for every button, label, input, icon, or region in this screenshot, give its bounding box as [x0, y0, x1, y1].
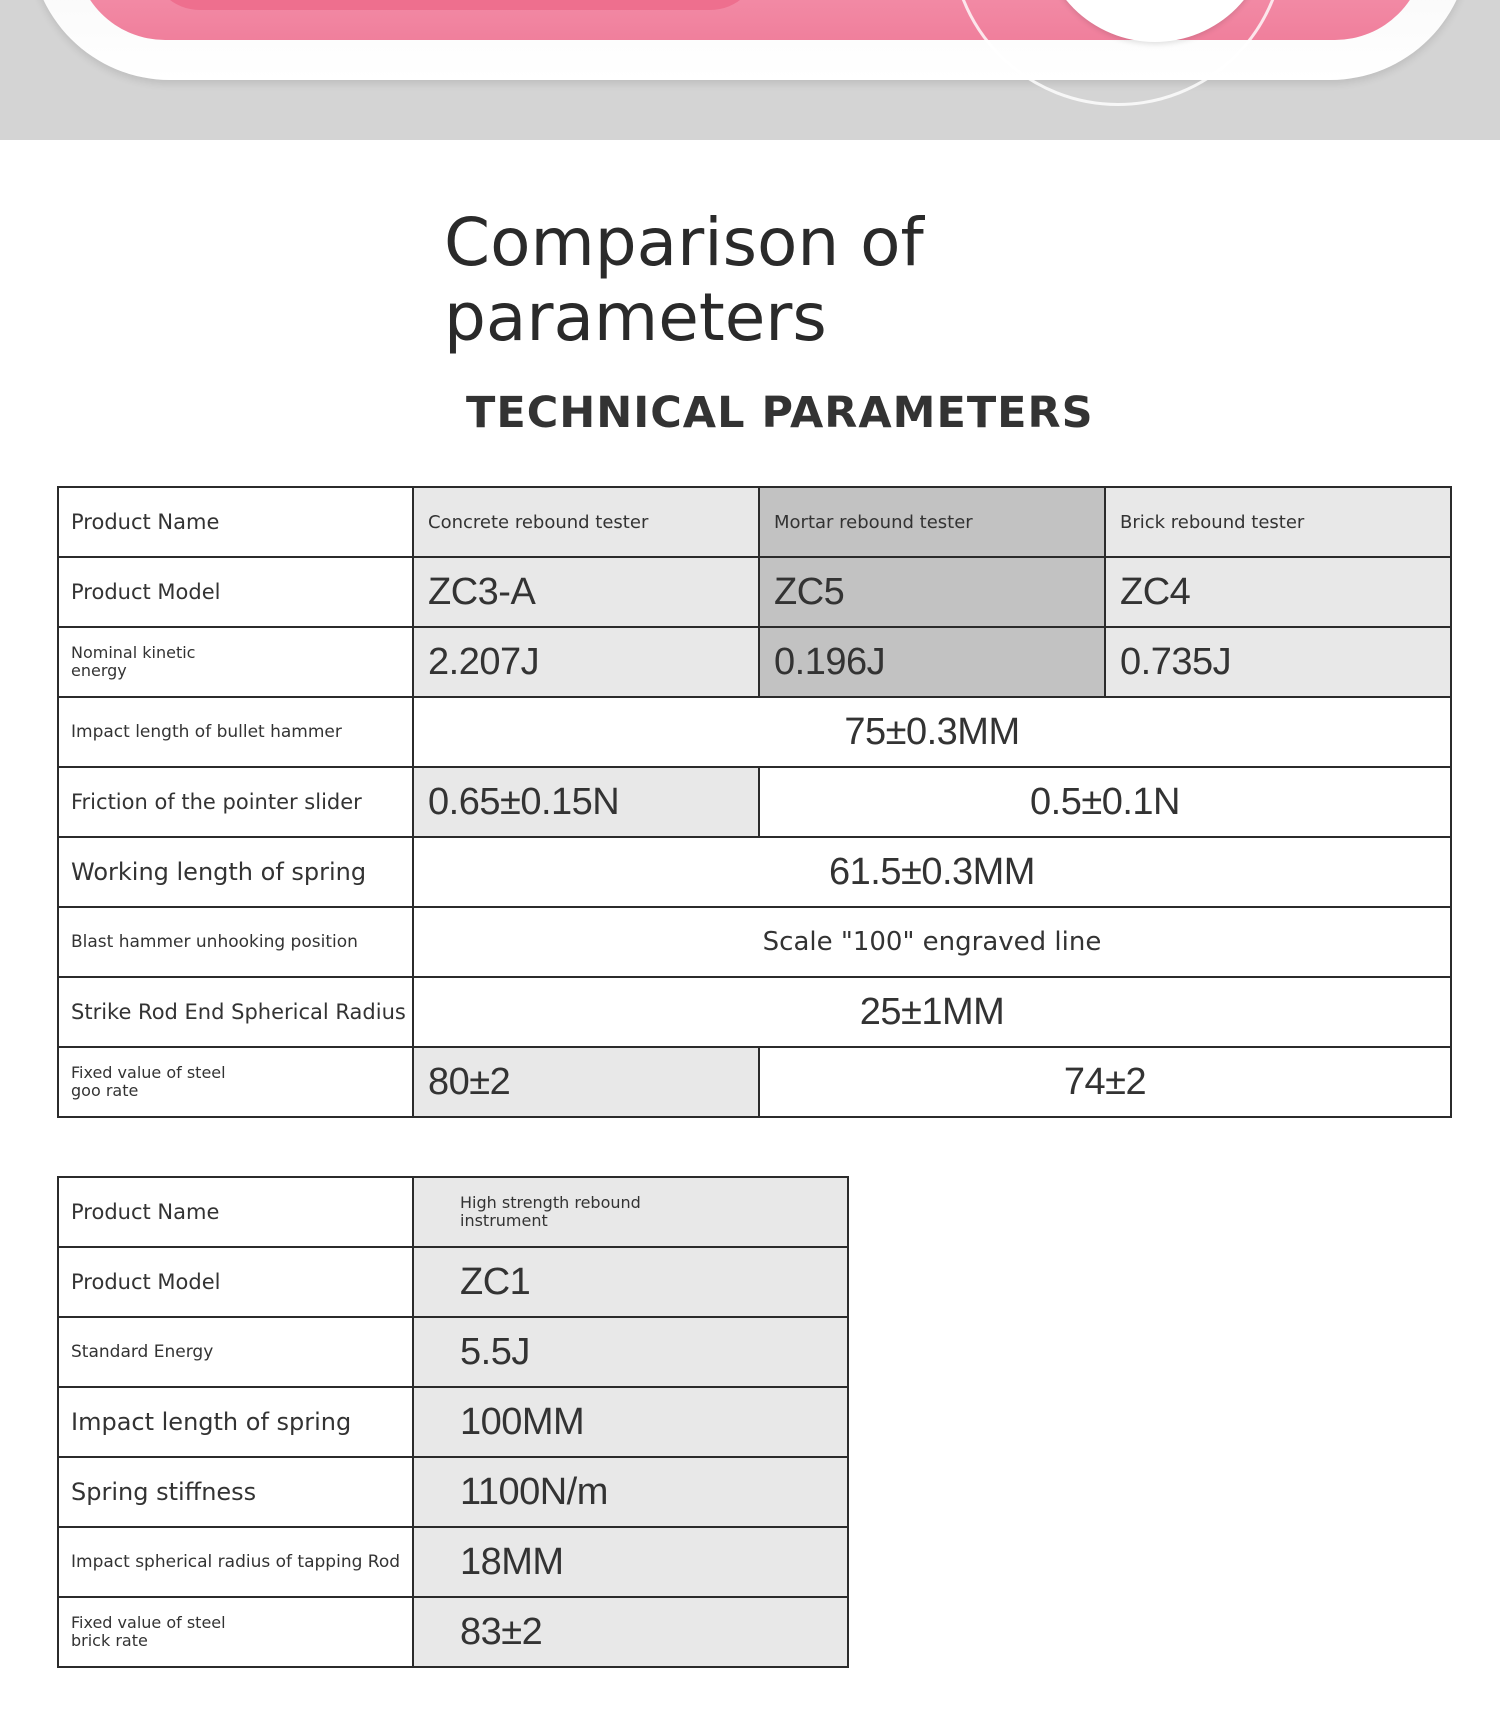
- value-cell: 25±1MM: [413, 977, 1451, 1047]
- product-model-cell: ZC4: [1105, 557, 1451, 627]
- table-row: [58, 1247, 848, 1317]
- table-row: [58, 977, 1451, 1047]
- table-row: [58, 1527, 848, 1597]
- product-name-cell: Concrete rebound tester: [413, 487, 759, 557]
- table-row: [58, 1597, 848, 1667]
- value-cell: 0.5±0.1N: [759, 767, 1451, 837]
- product-name-cell: High strength rebound instrument: [413, 1177, 848, 1247]
- table-row: [58, 837, 1451, 907]
- table-row: [58, 1177, 848, 1247]
- product-model-cell: ZC1: [413, 1247, 848, 1317]
- value-cell: 1100N/m: [413, 1457, 848, 1527]
- row-label: Nominal kinetic energy: [58, 627, 413, 697]
- value-cell: 83±2: [413, 1597, 848, 1667]
- value-cell: 75±0.3MM: [413, 697, 1451, 767]
- product-name-cell: Mortar rebound tester: [759, 487, 1105, 557]
- table-row: [58, 1387, 848, 1457]
- row-label: Standard Energy: [58, 1317, 413, 1387]
- table-row: [58, 487, 1451, 557]
- top-banner-image: [0, 0, 1500, 140]
- row-label: Blast hammer unhooking position: [58, 907, 413, 977]
- section-subtitle: TECHNICAL PARAMETERS: [466, 388, 1094, 438]
- value-cell: 0.65±0.15N: [413, 767, 759, 837]
- row-label: Strike Rod End Spherical Radius: [58, 977, 413, 1047]
- energy-cell: 0.196J: [759, 627, 1105, 697]
- parameters-table-main: [57, 486, 1452, 1118]
- table-row: [58, 767, 1451, 837]
- row-label: Impact length of bullet hammer: [58, 697, 413, 767]
- row-label: Working length of spring: [58, 837, 413, 907]
- row-label: Product Model: [58, 557, 413, 627]
- value-cell: 80±2: [413, 1047, 759, 1117]
- table-row: [58, 627, 1451, 697]
- value-cell: 74±2: [759, 1047, 1451, 1117]
- parameters-table-high-strength: [57, 1176, 849, 1668]
- table-row: [58, 697, 1451, 767]
- banner-pink-inset: [150, 0, 760, 10]
- value-cell: Scale "100" engraved line: [413, 907, 1451, 977]
- table-row: [58, 907, 1451, 977]
- value-cell: 5.5J: [413, 1317, 848, 1387]
- row-label: Fixed value of steel brick rate: [58, 1597, 413, 1667]
- row-label: Product Name: [58, 487, 413, 557]
- table-row: [58, 1457, 848, 1527]
- row-label: Impact length of spring: [58, 1387, 413, 1457]
- row-label: Friction of the pointer slider: [58, 767, 413, 837]
- row-label: Product Model: [58, 1247, 413, 1317]
- page-title: Comparison of parameters: [444, 204, 924, 356]
- energy-cell: 0.735J: [1105, 627, 1451, 697]
- table-row: [58, 1317, 848, 1387]
- value-cell: 18MM: [413, 1527, 848, 1597]
- product-name-cell: Brick rebound tester: [1105, 487, 1451, 557]
- row-label: Impact spherical radius of tapping Rod: [58, 1527, 413, 1597]
- table-row: [58, 1047, 1451, 1117]
- value-cell: 61.5±0.3MM: [413, 837, 1451, 907]
- row-label: Spring stiffness: [58, 1457, 413, 1527]
- product-model-cell: ZC5: [759, 557, 1105, 627]
- value-cell: 100MM: [413, 1387, 848, 1457]
- table-row: [58, 557, 1451, 627]
- row-label: Fixed value of steel goo rate: [58, 1047, 413, 1117]
- energy-cell: 2.207J: [413, 627, 759, 697]
- row-label: Product Name: [58, 1177, 413, 1247]
- product-model-cell: ZC3-A: [413, 557, 759, 627]
